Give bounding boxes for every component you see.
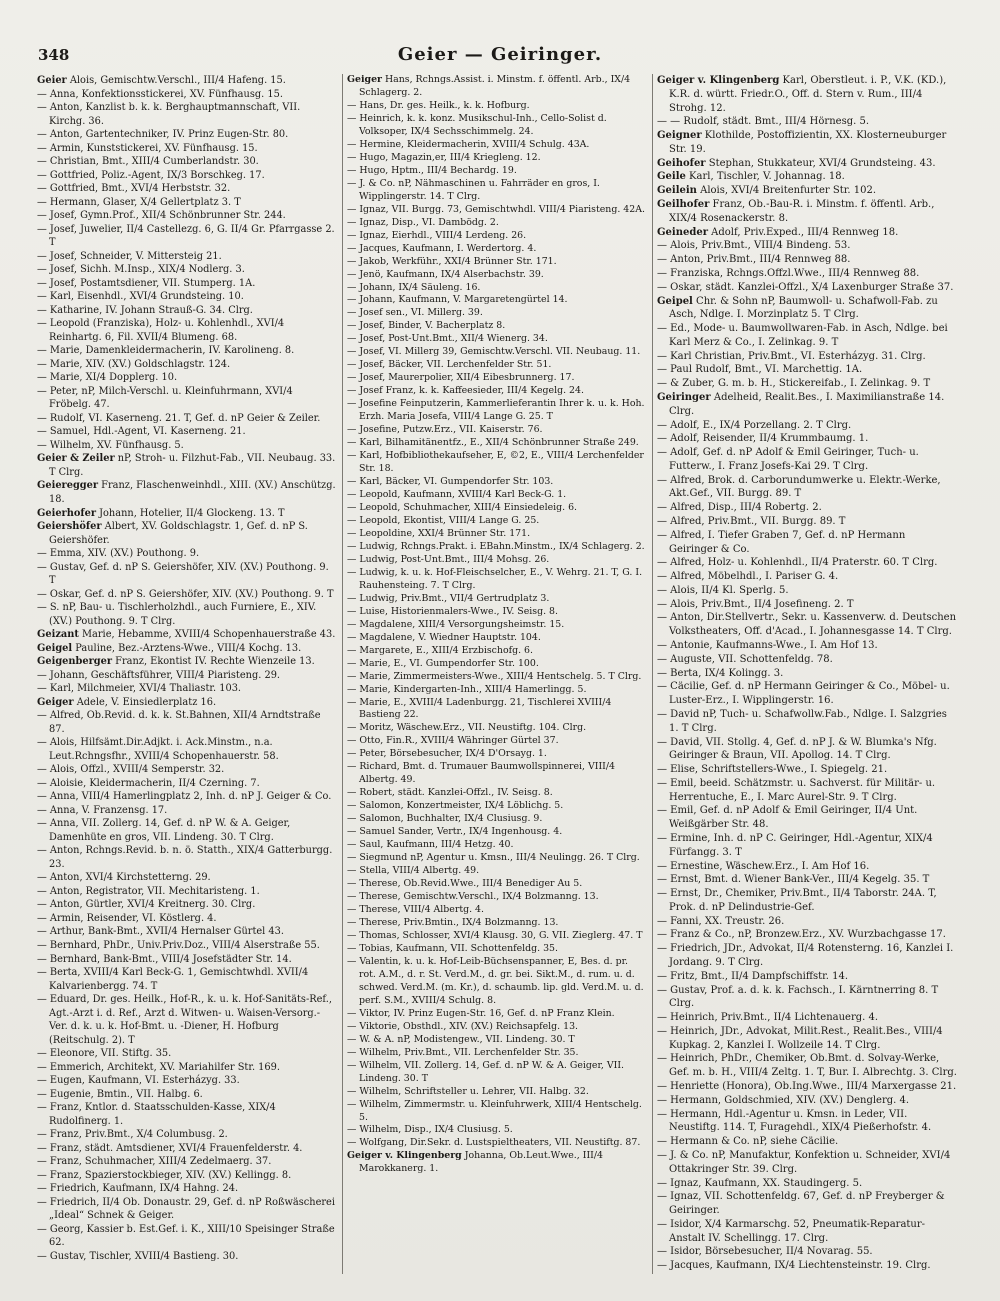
directory-entry: — Marie, XIV. (XV.) Goldschlagstr. 124.: [37, 358, 231, 370]
directory-entry: — Robert, städt. Kanzlei-Offzl., IV. Seisg. 8.: [347, 787, 553, 799]
entry-surname: Geiger v. Klingenberg: [657, 75, 780, 86]
directory-entry: — Karl, Milchmeier, XVI/4 Thaliastr. 103.: [37, 683, 242, 695]
directory-entry: — Ernst, Dr., Chemiker, Priv.Bmt., II/4 Taborstr. 24A. T, Prok. d. nP Delindustrie-Gef.: [657, 888, 937, 913]
directory-entry: — Peter, Börsebesucher, IX/4 D'Orsayg. 1.: [347, 748, 547, 760]
directory-entry: — Ignaz, Disp., VI. Dambödg. 2.: [347, 216, 499, 228]
directory-entry: — Franziska, Rchngs.Offzl.Wwe., III/4 Rennweg 88.: [657, 267, 920, 279]
entry-surname: Geiger v. Klingenberg: [347, 1150, 462, 1162]
directory-entry: — Ed., Mode- u. Baumwollwaren-Fab. in Asch, Ndlge. bei Karl Merz & Co., I. Zelinkag. 9. T: [657, 323, 948, 348]
directory-entry: — Hugo, Magazin,er, III/4 Kriegleng. 12.: [347, 151, 541, 163]
directory-entry: — Gottfried, Bmt., XVI/4 Herbststr. 32.: [37, 183, 231, 195]
entry-surname: Geilein: [657, 185, 697, 197]
directory-entry: — Karl, Eisenhdl., XVI/4 Grundsteing. 10.: [37, 291, 244, 303]
directory-entry: — Anton, Gürtler, XVI/4 Kreitnerg. 30. Clrg.: [37, 899, 256, 911]
directory-entry: — Oskar, städt. Kanzlei-Offzl., X/4 Laxenburger Straße 37.: [657, 281, 954, 293]
directory-entry: — Heinrich, PhDr., Chemiker, Ob.Bmt. d. Solvay-Werke, Gef. m. b. H., VIII/4 Zeltg. 1. T, Bur. I. Albrechtg. 3. Clrg.: [657, 1053, 957, 1079]
directory-entry: Geiringer Adelheid, Realit.Bes., I. Maximilianstraße 14. Clrg.: [657, 391, 945, 417]
directory-entry: — J. & Co. nP, Manufaktur, Konfektion u. Schneider, XVI/4 Ottakringer Str. 39. Clrg.: [657, 1149, 951, 1175]
directory-entry: — Therese, Gemischtw.Verschl., IX/4 Bolzmanng. 13.: [347, 891, 599, 903]
directory-entry: — Wilhelm, XV. Fünfhausg. 5.: [37, 439, 184, 451]
entry-surname: Geigenberger: [37, 656, 113, 668]
directory-entry: — Hermann, Glaser, X/4 Gellertplatz 3. T: [37, 196, 241, 208]
directory-entry: Geier Alois, Gemischtw.Verschl., III/4 Hafeng. 15.: [37, 75, 286, 86]
column-divider: [652, 74, 653, 1274]
directory-entry: — J. & Co. nP, Nähmaschinen u. Fahrräder en gros, I. Wipplingerstr. 14. T Clrg.: [347, 177, 600, 202]
directory-entry: — Josef, Schneider, V. Mittersteig 21.: [37, 250, 222, 262]
directory-entry: — Gottfried, Poliz.-Agent, IX/3 Borschkeg. 17.: [37, 169, 265, 181]
directory-entry: — Alfred, Priv.Bmt., VII. Burgg. 89. T: [657, 516, 846, 527]
entry-surname: Geiershöfer: [37, 521, 102, 533]
directory-entry: — Alois, II/4 Kl. Sperlg. 5.: [657, 584, 789, 596]
entry-surname: Geiger: [347, 74, 382, 85]
directory-entry: — Auguste, VII. Schottenfeldg. 78.: [657, 653, 833, 665]
column-left: [37, 74, 337, 1274]
directory-entry: — Franz, Schuhmacher, XIII/4 Zedelmaerg. 37.: [37, 1156, 272, 1168]
directory-entry: Geigel Pauline, Bez.-Arztens-Wwe., VIII/4 Kochg. 13.: [37, 642, 302, 654]
directory-entry: — Eugenie, Bmtin., VII. Halbg. 6.: [37, 1088, 203, 1100]
directory-entry: — Marie, E., VI. Gumpendorfer Str. 100.: [347, 657, 539, 669]
directory-entry: — Emma, XIV. (XV.) Pouthong. 9.: [37, 548, 200, 560]
directory-entry: Geineder Adolf, Priv.Exped., III/4 Rennweg 18.: [657, 226, 899, 238]
directory-entry: — Johann, Geschäftsführer, VIII/4 Piaristeng. 29.: [37, 669, 281, 681]
directory-entry: — Richard, Bmt. d. Trumauer Baumwollspinnerei, VIII/4 Albertg. 49.: [347, 761, 615, 786]
directory-entry: — Josef, Juwelier, II/4 Castellezg. 6, G. II/4 Gr. Pfarrgasse 2. T: [37, 223, 335, 249]
directory-entry: — Anton, XVI/4 Kirchstetterng. 29.: [37, 872, 211, 884]
directory-entry: — Ludwig, k. u. k. Hof-Fleischselcher, E., V. Wehrg. 21. T, G. I. Rauhensteing. 7. T Clrg.: [347, 566, 643, 591]
directory-entry: — Anna, VII. Zollerg. 14, Gef. d. nP W. & A. Geiger, Damenhüte en gros, VII. Lindeng. 30. T Clrg.: [37, 818, 291, 843]
directory-entry: — Ignaz, VII. Burgg. 73, Gemischtwhdl. VIII/4 Piaristeng. 42A.: [347, 203, 645, 215]
directory-entry: — Antonie, Kaufmanns-Wwe., I. Am Hof 13.: [657, 640, 878, 652]
directory-entry: — Ludwig, Rchngs.Prakt. i. EBahn.Minstm., IX/4 Schlagerg. 2.: [347, 540, 645, 552]
directory-entry: Geipel Chr. & Sohn nP, Baumwoll- u. Schafwoll-Fab. zu Asch, Ndlge. I. Morzinplatz 5. T Clrg.: [657, 295, 938, 321]
directory-entry: — Ludwig, Post-Unt.Bmt., III/4 Mohsg. 26.: [347, 553, 550, 565]
directory-entry: — Karl, Hofbibliothekaufseher, E, ©2, E., VIII/4 Lerchenfelder Str. 18.: [347, 450, 644, 475]
directory-entry: — Ernst, Bmt. d. Wiener Bank-Ver., III/4 Kegelg. 35. T: [657, 874, 930, 886]
entry-surname: Geigel: [37, 642, 73, 654]
directory-entry: — Siegmund nP, Agentur u. Kmsn., III/4 Neulingg. 26. T Clrg.: [347, 852, 640, 864]
directory-entry: Geierhofer Johann, Hotelier, II/4 Glockeng. 13. T: [37, 507, 285, 519]
directory-entry: — Viktor, IV. Prinz Eugen-Str. 16, Gef. d. nP Franz Klein.: [347, 1007, 615, 1019]
directory-entry: — Samuel Sander, Vertr., IX/4 Ingenhousg. 4.: [347, 826, 563, 838]
directory-entry: — Jacques, Kaufmann, I. Werdertorg. 4.: [347, 242, 537, 254]
directory-entry: — Fritz, Bmt., II/4 Dampfschiffstr. 14.: [657, 970, 849, 982]
directory-entry: — Karl Christian, Priv.Bmt., VI. Esterházyg. 31. Clrg.: [657, 350, 926, 362]
directory-entry: — Josef, Post-Unt.Bmt., XII/4 Wienerg. 34.: [347, 333, 548, 345]
directory-entry: — Hermann, Goldschmied, XIV. (XV.) Denglerg. 4.: [657, 1094, 910, 1106]
directory-entry: — Anna, V. Franzensg. 17.: [37, 804, 168, 816]
directory-entry: — Heinrich, Priv.Bmt., II/4 Lichtenauerg. 4.: [657, 1012, 879, 1024]
entry-surname: Geilhofer: [657, 199, 710, 211]
directory-entry: — Alfred, Möbelhdl., I. Pariser G. 4.: [657, 571, 839, 583]
directory-entry: Geiger v. Klingenberg Karl, Oberstleut. i. P., V.K. (KD.), K.R. d. württ. Friedr.O., Off. d. Stern v. Rum., III/4 Strohg. 12.: [657, 75, 947, 114]
directory-entry: — Salomon, Konzertmeister, IX/4 Löblichg. 5.: [347, 800, 564, 812]
directory-entry: — Alfred, Disp., III/4 Robertg. 2.: [657, 502, 822, 514]
directory-entry: Geizant Marie, Hebamme, XVIII/4 Schopenhauerstraße 43.: [37, 629, 336, 641]
directory-entry: — Adolf, Reisender, II/4 Krummbaumg. 1.: [657, 433, 869, 445]
directory-entry: — Cäcilie, Gef. d. nP Hermann Geiringer & Co., Möbel- u. Luster-Erz., I. Wipplingerstr. 16.: [657, 681, 950, 707]
directory-entry: — Anton, Rchngs.Revid. b. n. ö. Statth., XIX/4 Gatterburgg. 23.: [37, 845, 333, 870]
directory-entry: — Therese, Priv.Bmtin., IX/4 Bolzmanng. 13.: [347, 916, 559, 928]
directory-entry: — Wilhelm, Priv.Bmt., VII. Lerchenfelder Str. 35.: [347, 1046, 579, 1058]
directory-entry: Geile Karl, Tischler, V. Johannag. 18.: [657, 171, 845, 183]
directory-entry: — David, VII. Stollg. 4, Gef. d. nP J. & W. Blumka's Nfg. Geiringer & Braun, VII. Apollog. 14. T Clrg.: [657, 736, 937, 762]
directory-entry: — Marie, Zimmermeisters-Wwe., XIII/4 Hentschelg. 5. T Clrg.: [347, 670, 642, 682]
directory-entry: — S. nP, Bau- u. Tischlerholzhdl., auch Furniere, E., XIV. (XV.) Pouthong. 9. T Clrg.: [37, 602, 317, 627]
directory-entry: — Bernhard, Bank-Bmt., VIII/4 Josefstädter Str. 14.: [37, 953, 292, 965]
entry-surname: Geier & Zeiler: [37, 453, 115, 465]
directory-entry: — Hermann, Hdl.-Agentur u. Kmsn. in Leder, VII. Neustiftg. 114. T, Furagehdl., XIX/4 Pießerhofstr. 4.: [657, 1108, 932, 1134]
directory-entry: — Heinrich, JDr., Advokat, Milit.Rest., Realit.Bes., VIII/4 Kupkag. 2, Kanzlei I. Wollzeile 14. T Clrg.: [657, 1025, 943, 1051]
directory-entry: — Alois, Priv.Bmt., II/4 Josefineng. 2. T: [657, 598, 854, 610]
directory-entry: — Karl, Bäcker, VI. Gumpendorfer Str. 103.: [347, 476, 554, 488]
entry-surname: Geipel: [657, 295, 693, 307]
directory-entry: — Therese, Ob.Revid.Wwe., III/4 Benediger Au 5.: [347, 878, 583, 890]
directory-entry: — Berta, IX/4 Kolingg. 3.: [657, 667, 784, 679]
directory-entry: Geier & Zeiler nP, Stroh- u. Filzhut-Fab., VII. Neubaug. 33. T Clrg.: [37, 453, 336, 478]
page-number: 348: [38, 46, 70, 64]
column-right: [657, 74, 957, 1274]
directory-entry: — Anton, Registrator, VII. Mechitaristeng. 1.: [37, 885, 260, 897]
directory-entry: — Margarete, E., XIII/4 Erzbischofg. 6.: [347, 644, 533, 656]
directory-entry: — Georg, Kassier b. Est.Gef. i. K., XIII/10 Speisinger Straße 62.: [37, 1223, 335, 1249]
directory-entry: — — Rudolf, städt. Bmt., III/4 Hörnesg. 5.: [657, 116, 869, 128]
directory-entry: — Aloisie, Kleidermacherin, II/4 Czerning. 7.: [37, 777, 260, 789]
page-title: Geier — Geiringer.: [397, 44, 603, 65]
directory-entry: — Stella, VIII/4 Albertg. 49.: [347, 865, 480, 877]
page-header: [30, 44, 970, 68]
directory-entry: — Alfred, Holz- u. Kohlenhdl., II/4 Praterstr. 60. T Clrg.: [657, 557, 938, 569]
directory-entry: — Salomon, Buchhalter, IX/4 Clusiusg. 9.: [347, 813, 543, 825]
directory-entry: — Friedrich, II/4 Ob. Donaustr. 29, Gef. d. nP Roßwäscherei „Ideal“ Schnek & Geiger.: [37, 1196, 335, 1222]
directory-entry: — Tobias, Kaufmann, VII. Schottenfeldg. 35.: [347, 942, 559, 954]
directory-entry: — Rudolf, VI. Kaserneng. 21. T, Gef. d. nP Geier & Zeiler.: [37, 412, 321, 424]
entry-surname: Geineder: [657, 226, 708, 238]
directory-entry: Geiershöfer Albert, XV. Goldschlagstr. 1, Gef. d. nP S. Geiershöfer.: [37, 521, 308, 546]
directory-entry: — Gustav, Tischler, XVIII/4 Bastieng. 30.: [37, 1250, 239, 1262]
directory-entry: — Leopoldine, XXI/4 Brünner Str. 171.: [347, 527, 531, 539]
directory-entry: — Thomas, Schlosser, XVI/4 Klausg. 30, G. VII. Zieglerg. 47. T: [347, 929, 643, 941]
directory-entry: — Gustav, Prof. a. d. k. k. Fachsch., I. Kärntnerring 8. T Clrg.: [657, 984, 939, 1010]
directory-entry: — Anna, VIII/4 Hamerlingplatz 2, Inh. d. nP J. Geiger & Co.: [37, 791, 332, 803]
directory-entry: Geihofer Stephan, Stukkateur, XVI/4 Grundsteing. 43.: [657, 157, 936, 169]
directory-entry: — Oskar, Gef. d. nP S. Geiershöfer, XIV. (XV.) Pouthong. 9. T: [37, 588, 334, 600]
directory-entry: — Alfred, I. Tiefer Graben 7, Gef. d. nP Hermann Geiringer & Co.: [657, 529, 906, 555]
directory-entry: — Leopold, Schuhmacher, XIII/4 Einsiedeleig. 6.: [347, 501, 578, 513]
directory-entry: — Franz & Co., nP, Bronzew.Erz., XV. Wurzbachgasse 17.: [657, 929, 946, 941]
directory-entry: — Hermann & Co. nP, siehe Cäcilie.: [657, 1136, 839, 1148]
directory-entry: — Fanni, XX. Treustr. 26.: [657, 915, 785, 927]
directory-entry: — Leopold, Kaufmann, XVIII/4 Karl Beck-G. 1.: [347, 489, 567, 500]
directory-entry: — Isidor, X/4 Karmarschg. 52, Pneumatik-Reparatur-Anstalt IV. Schellingg. 17. Clrg.: [657, 1218, 926, 1244]
directory-entry: — Josef, Gymn.Prof., XII/4 Schönbrunner Str. 244.: [37, 210, 286, 222]
directory-entry: — Armin, Reisender, VI. Köstlerg. 4.: [37, 912, 217, 924]
directory-entry: Geieregger Franz, Flaschenweinhdl., XIII. (XV.) Anschützg. 18.: [37, 480, 336, 505]
directory-entry: — Marie, E., XVIII/4 Ladenburgg. 21, Tischlerei XVIII/4 Bastieng 22.: [347, 696, 612, 721]
directory-entry: — Josef, Bäcker, VII. Lerchenfelder Str. 51.: [347, 359, 552, 371]
directory-entry: — Marie, Damenkleidermacherin, IV. Karolineng. 8.: [37, 345, 295, 357]
directory-entry: — Magdalene, XIII/4 Versorgungsheimstr. 15.: [347, 618, 565, 630]
directory-entry: — Anton, Dir.Stellvertr., Sekr. u. Kassenverw. d. Deutschen Volkstheaters, Off. d'Acad., I. Johannesgasse 14. T Clrg.: [657, 612, 957, 638]
directory-entry: — Alfred, Brok. d. Carborundumwerke u. Elektr.-Werke, Akt.Gef., VII. Burgg. 89. T: [657, 474, 941, 500]
entry-surname: Geieregger: [37, 480, 99, 492]
directory-entry: — Johann, Kaufmann, V. Margaretengürtel 14.: [347, 294, 568, 306]
directory-entry: — Magdalene, V. Wiedner Hauptstr. 104.: [347, 631, 541, 643]
directory-entry: — Berta, XVIII/4 Karl Beck-G. 1, Gemischtwhdl. XVII/4 Kalvarienbergg. 74. T: [37, 967, 309, 992]
directory-entry: Geigenberger Franz, Ekontist IV. Rechte Wienzeile 13.: [37, 656, 315, 668]
directory-entry: — Leopold (Franziska), Holz- u. Kohlenhdl., XVI/4 Reinhartg. 6, Fil. XVII/4 Blumeng. 68.: [37, 318, 285, 343]
entry-surname: Geihofer: [657, 157, 706, 169]
directory-entry: — Armin, Kunststickerei, XV. Fünfhausg. 15.: [37, 142, 258, 154]
directory-entry: — Hans, Dr. ges. Heilk., k. k. Hofburg.: [347, 99, 530, 111]
directory-entry: — Karl, Bilhamitänentfz., E., XII/4 Schönbrunner Straße 249.: [347, 437, 639, 449]
directory-entry: — Anton, Priv.Bmt., III/4 Rennweg 88.: [657, 254, 851, 266]
directory-entry: — Franz, Priv.Bmt., X/4 Columbusg. 2.: [37, 1129, 228, 1141]
directory-entry: — & Zuber, G. m. b. H., Stickereifab., I. Zelinkag. 9. T: [657, 378, 931, 390]
directory-entry: — Christian, Bmt., XIII/4 Cumberlandstr. 30.: [37, 156, 259, 168]
directory-entry: — Bernhard, PhDr., Univ.Priv.Doz., VIII/4 Alserstraße 55.: [37, 940, 320, 951]
column-middle: [347, 74, 647, 1274]
directory-entry: Geiger Adele, V. Einsiedlerplatz 16.: [37, 696, 217, 708]
directory-entry: — Ignaz, Kaufmann, XX. Staudingerg. 5.: [657, 1177, 863, 1189]
directory-entry: Geiger Hans, Rchngs.Assist. i. Minstm. f. öffentl. Arb., IX/4 Schlagerg. 2.: [347, 74, 631, 98]
directory-entry: — Alois, Offzl., XVIII/4 Semperstr. 32.: [37, 764, 225, 776]
directory-entry: — Wolfgang, Dir.Sekr. d. Lustspieltheaters, VII. Neustiftg. 87.: [347, 1137, 641, 1149]
directory-entry: — Alfred, Ob.Revid. d. k. k. St.Bahnen, XII/4 Arndtstraße 87.: [37, 710, 321, 735]
directory-entry: — Adolf, E., IX/4 Porzellang. 2. T Clrg.: [657, 419, 852, 431]
directory-entry: — Josef, Binder, V. Bacherplatz 8.: [347, 320, 506, 332]
entry-surname: Geigner: [657, 130, 702, 142]
directory-entry: — Paul Rudolf, Bmt., VI. Marchettig. 1A.: [657, 364, 863, 376]
entry-surname: Geiringer: [657, 391, 711, 403]
directory-entry: — Marie, XI/4 Dopplerg. 10.: [37, 372, 178, 384]
directory-entry: — Eleonore, VII. Stiftg. 35.: [37, 1048, 172, 1060]
directory-entry: — Marie, Kindergarten-Inh., XIII/4 Hamerlingg. 5.: [347, 683, 587, 695]
directory-entry: — Eugen, Kaufmann, VI. Esterházyg. 33.: [37, 1075, 240, 1087]
directory-entry: — Josef, VI. Millerg 39, Gemischtw.Verschl. VII. Neubaug. 11.: [347, 346, 641, 358]
directory-entry: — Franz, Kntlor. d. Staatsschulden-Kasse, XIX/4 Rudolfinerg. 1.: [37, 1102, 276, 1127]
directory-entry: — Anton, Kanzlist b. k. k. Berghauptmannschaft, VII. Kirchg. 36.: [37, 102, 301, 127]
directory-entry: — David nP, Tuch- u. Schafwollw.Fab., Ndlge. I. Salzgries 1. T Clrg.: [657, 708, 947, 734]
directory-entry: — Therese, VIII/4 Albertg. 4.: [347, 904, 484, 915]
directory-entry: — Franz, Spazierstockbieger, XIV. (XV.) Kellingg. 8.: [37, 1169, 292, 1181]
directory-entry: Geigner Klothilde, Postoffizientin, XX. Klosterneuburger Str. 19.: [657, 130, 947, 155]
directory-entry: — Josef sen., VI. Millerg. 39.: [347, 307, 483, 319]
directory-entry: — Samuel, Hdl.-Agent, VI. Kaserneng. 21.: [37, 426, 246, 438]
directory-entry: — Emil, Gef. d. nP Adolf & Emil Geiringer, II/4 Unt. Weißgärber Str. 48.: [657, 805, 918, 831]
directory-entry: — Eduard, Dr. ges. Heilk., Hof-R., k. u. k. Hof-Sanitäts-Ref., Agt.-Arzt i. d. Ref., Arzt d. Witwen- u. Waisen-Versorg.-Ver. d. k. u. k. Hof-Bmt. u. -Diener, H. Hofburg (Reitschulg. 2). T: [37, 994, 332, 1046]
directory-entry: — Josef, Postamtsdiener, VII. Stumperg. 1A.: [37, 277, 256, 289]
entry-surname: Geile: [657, 171, 686, 183]
directory-entry: — Alois, Hilfsämt.Dir.Adjkt. i. Ack.Minstm., n.a. Leut.Rchngsfhr., XVIII/4 Schopenhauerstr. 58.: [37, 737, 279, 762]
entry-surname: Geier: [37, 75, 67, 86]
directory-entry: — Ernestine, Wäschew.Erz., I. Am Hof 16.: [657, 860, 870, 872]
directory-entry: — Franz, städt. Amtsdiener, XVI/4 Frauenfelderstr. 4.: [37, 1142, 303, 1154]
directory-entry: — Peter, nP, Milch-Verschl. u. Kleinfuhrmann, XVI/4 Fröbelg. 47.: [37, 385, 293, 411]
directory-entry: — Ignaz, Eierhdl., VIII/4 Lerdeng. 26.: [347, 229, 527, 241]
column-divider: [342, 74, 343, 1274]
directory-entry: — Leopold, Ekontist, VIII/4 Lange G. 25.: [347, 514, 540, 526]
directory-entry: — Emmerich, Architekt, XV. Mariahilfer Str. 169.: [37, 1061, 280, 1073]
directory-entry: — Ludwig, Priv.Bmt., VII/4 Gertrudplatz 3.: [347, 592, 550, 604]
directory-entry: — Josefine Feinputzerin, Kammerlieferantin Ihrer k. u. k. Hoh. Erzh. Maria Josefa, VIII/4 Lange G. 25. T: [347, 398, 645, 423]
directory-entry: — Viktorie, Obsthdl., XIV. (XV.) Reichsapfelg. 13.: [347, 1020, 579, 1032]
directory-entry: — Ignaz, VII. Schottenfeldg. 67, Gef. d. nP Freyberger & Geiringer.: [657, 1191, 945, 1217]
directory-entry: — Katharine, IV. Johann Strauß-G. 34. Clrg.: [37, 304, 253, 316]
directory-entry: — Jakob, Werkführ., XXI/4 Brünner Str. 171.: [347, 255, 557, 267]
directory-entry: — Josef Franz, k. k. Kaffeesieder, III/4 Kegelg. 24.: [347, 385, 584, 397]
directory-entry: — Wilhelm, Schriftsteller u. Lehrer, VII. Halbg. 32.: [347, 1085, 589, 1097]
directory-entry: — Josef, Sichh. M.Insp., XIX/4 Nodlerg. 3.: [37, 264, 245, 276]
directory-entry: Geilhofer Franz, Ob.-Bau-R. i. Minstm. f. öffentl. Arb., XIX/4 Rosenackerstr. 8.: [657, 199, 935, 224]
entry-surname: Geiger: [37, 696, 74, 708]
directory-entry: — Wilhelm, Zimmermstr. u. Kleinfuhrwerk, XIII/4 Hentschelg. 5.: [347, 1098, 642, 1123]
directory-entry: — Friedrich, Kaufmann, IX/4 Hahng. 24.: [37, 1183, 239, 1195]
directory-entry: — Ermine, Inh. d. nP C. Geiringer, Hdl.-Agentur, XIX/4 Fürfangg. 3. T: [657, 832, 933, 858]
directory-entry: — Arthur, Bank-Bmt., XVII/4 Hernalser Gürtel 43.: [37, 926, 285, 938]
directory-entry: — W. & A. nP, Modistengew., VII. Lindeng. 30. T: [347, 1033, 575, 1045]
directory-entry: — Wilhelm, VII. Zollerg. 14, Gef. d. nP W. & A. Geiger, VII. Lindeng. 30. T: [347, 1059, 625, 1084]
directory-entry: — Hermine, Kleidermacherin, XVIII/4 Schulg. 43A.: [347, 138, 590, 150]
directory-entry: — Valentin, k. u. k. Hof-Leib-Büchsenspanner, E, Bes. d. pr. rot. A.M., d. r. St. Verd.M., d. gr. bei. Sikt.M., d. rum. u. d. schwed. Verd.M. (m. Kr.), d. schaumb. lip. gld. Verd.M. u. d. perf. S.M., XVIII/4 Schulg. 8.: [347, 955, 644, 1006]
directory-entry: Geilein Alois, XVI/4 Breitenfurter Str. 102.: [657, 185, 877, 197]
directory-entry: — Anton, Gartentechniker, IV. Prinz Eugen-Str. 80.: [37, 129, 289, 141]
directory-entry: — Saul, Kaufmann, III/4 Hetzg. 40.: [347, 839, 514, 851]
directory-entry: — Wilhelm, Disp., IX/4 Clusiusg. 5.: [347, 1124, 513, 1136]
entry-surname: Geierhofer: [37, 507, 96, 519]
directory-entry: — Josef, Maurerpolier, XII/4 Eibesbrunnerg. 17.: [347, 372, 575, 384]
directory-entry: — Josefine, Putzw.Erz., VII. Kaiserstr. 76.: [347, 424, 543, 436]
directory-entry: Geiger v. Klingenberg Johanna, Ob.Leut.Wwe., III/4 Marokkanerg. 1.: [347, 1150, 603, 1175]
directory-entry: — Isidor, Börsebesucher, II/4 Novarag. 55.: [657, 1246, 873, 1258]
directory-entry: — Elise, Schriftstellers-Wwe., I. Spiegelg. 21.: [657, 764, 888, 776]
directory-entry: — Henriette (Honora), Ob.Ing.Wwe., III/4 Marxergasse 21.: [657, 1081, 957, 1093]
directory-entry: — Johann, IX/4 Säuleng. 16.: [347, 281, 481, 293]
directory-entry: — Hugo, Hptm., III/4 Bechardg. 19.: [347, 164, 517, 176]
directory-entry: — Gustav, Gef. d. nP S. Geiershöfer, XIV. (XV.) Pouthong. 9. T: [37, 561, 329, 587]
directory-entry: — Adolf, Gef. d. nP Adolf & Emil Geiringer, Tuch- u. Futterw., I. Franz Josefs-Kai 29. T Clrg.: [657, 447, 919, 472]
directory-entry: — Luise, Historienmalers-Wwe., IV. Seisg. 8.: [347, 605, 558, 617]
directory-entry: — Jenö, Kaufmann, IX/4 Alserbachstr. 39.: [347, 268, 544, 280]
entry-surname: Geizant: [37, 629, 79, 641]
directory-entry: — Otto, Fin.R., XVIII/4 Währinger Gürtel 37.: [347, 735, 559, 747]
directory-entry: — Jacques, Kaufmann, IX/4 Liechtensteinstr. 19. Clrg.: [657, 1260, 931, 1272]
directory-entry: — Heinrich, k. k. konz. Musikschul-Inh., Cello-Solist d. Volksoper, IX/4 Sechsschimmelg. 24.: [347, 112, 607, 137]
directory-entry: — Anna, Konfektionsstickerei, XV. Fünfhausg. 15.: [37, 88, 283, 100]
directory-entry: — Friedrich, JDr., Advokat, II/4 Rotensterng. 16, Kanzlei I. Jordang. 9. T Clrg.: [657, 943, 954, 968]
directory-entry: — Emil, beeid. Schätzmstr. u. Sachverst. für Militär- u. Herrentuche, E., I. Marc Aurel-Str. 9. T Clrg.: [657, 777, 936, 803]
directory-entry: — Alois, Priv.Bmt., VIII/4 Bindeng. 53.: [657, 240, 851, 252]
directory-entry: — Moritz, Wäschew.Erz., VII. Neustiftg. 104. Clrg.: [347, 722, 587, 734]
